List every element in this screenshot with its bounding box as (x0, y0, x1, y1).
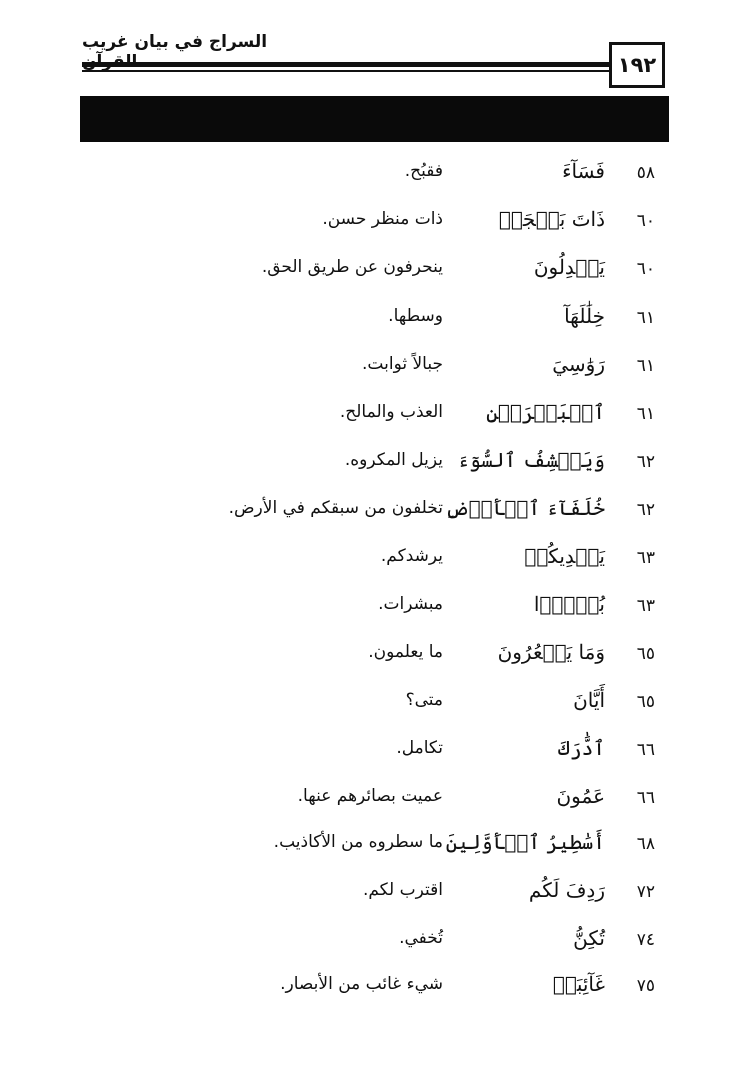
quran-word: ذَاتَ بَهۡجَةٖ (498, 207, 605, 231)
word-meaning: وسطها. (388, 306, 443, 326)
header-rule (82, 62, 612, 73)
verse-number: ٦٥ (636, 692, 655, 712)
quran-word: رَوَٰسِيَ (552, 352, 605, 376)
verse-number: ٦٦ (636, 788, 655, 808)
word-meaning: متى؟ (405, 690, 443, 710)
verse-number: ٦٥ (636, 644, 655, 664)
word-meaning: شيء غائب من الأبصار. (280, 974, 443, 994)
word-meaning: مبشرات. (378, 594, 443, 614)
verse-number: ٦١ (636, 404, 655, 424)
glossary-row (0, 684, 755, 724)
quran-word: فَسَآءَ (562, 159, 605, 183)
glossary-row (0, 396, 755, 436)
verse-number: ٧٢ (636, 882, 655, 902)
word-meaning: ما يعلمون. (368, 642, 443, 662)
verse-number: ٦٣ (636, 548, 655, 568)
book-title: السراج في بيان غريب (82, 32, 268, 52)
verse-number: ٦٠ (636, 211, 655, 231)
page-number-box (609, 42, 665, 88)
verse-number: ٦٨ (636, 834, 655, 854)
page-box-shadow (609, 88, 665, 92)
glossary-row (0, 588, 755, 628)
header-rule-thick (82, 62, 612, 67)
glossary-row (0, 155, 755, 195)
quran-word: يَعۡدِلُونَ (533, 255, 605, 279)
quran-word: عَمُونَ (556, 784, 605, 808)
glossary-row (0, 348, 755, 388)
glossary-row (0, 540, 755, 580)
glossary-row (0, 922, 755, 962)
quran-word: رَدِفَ لَكُم (528, 878, 605, 902)
verse-number: ٦٠ (636, 259, 655, 279)
verse-number: ٦٢ (636, 452, 655, 472)
verse-number: ٧٤ (636, 930, 655, 950)
word-meaning: يزيل المكروه. (344, 450, 443, 470)
verse-number: ٥٨ (636, 163, 655, 183)
quran-word: وَمَا يَشۡعُرُونَ (497, 640, 605, 664)
quran-word: ٱدَّٰرَكَ (558, 736, 605, 760)
word-meaning: فقبُح. (404, 161, 443, 181)
word-meaning: اقترب لكم. (362, 880, 443, 900)
quran-word: خُلَفَآءَ ٱلۡأَرۡضِ (445, 496, 605, 520)
verse-number: ٦٢ (636, 500, 655, 520)
section-header-bar (80, 96, 669, 142)
word-meaning: عميت بصائرهم عنها. (297, 786, 443, 806)
word-meaning: يرشدكم. (380, 546, 443, 566)
page-number: ١٩٢ (617, 53, 657, 77)
quran-word: تُكِنُّ (573, 926, 605, 950)
quran-word: غَآئِبَةٖ (552, 972, 605, 996)
glossary-row (0, 492, 755, 532)
glossary-row (0, 251, 755, 291)
quran-word: ٱلۡبَحۡرَيۡنِ (486, 400, 605, 424)
quran-word: يَهۡدِيكُمۡ (524, 544, 605, 568)
word-meaning: العذب والمالح. (339, 402, 443, 422)
quran-word: خِلَٰلَهَآ (564, 304, 605, 328)
glossary-row (0, 874, 755, 914)
glossary-row (0, 780, 755, 820)
quran-word: أَيَّانَ (573, 688, 605, 712)
quran-word: أَسَٰطِيرُ ٱلۡأَوَّلِينَ (445, 830, 605, 854)
glossary-row (0, 826, 755, 866)
word-meaning: تكامل. (396, 738, 443, 758)
quran-word: بُشۡرَۢا (533, 592, 605, 616)
word-meaning: ما سطروه من الأكاذيب. (273, 832, 443, 852)
word-meaning: ينحرفون عن طريق الحق. (261, 257, 443, 277)
verse-number: ٦١ (636, 356, 655, 376)
word-meaning: تُخفي. (399, 928, 443, 948)
header-rule-thin (82, 70, 612, 72)
glossary-row (0, 968, 755, 1008)
quran-word: وَيَكۡشِفُ ٱلسُّوٓءَ (457, 448, 605, 472)
verse-number: ٦٦ (636, 740, 655, 760)
glossary-row (0, 444, 755, 484)
word-meaning: جبالاً ثوابت. (362, 354, 443, 374)
word-meaning: تخلفون من سبقكم في الأرض. (228, 498, 443, 518)
glossary-row (0, 732, 755, 772)
verse-number: ٧٥ (636, 976, 655, 996)
word-meaning: ذات منظر حسن. (322, 209, 443, 229)
glossary-row (0, 203, 755, 243)
glossary-row (0, 300, 755, 340)
verse-number: ٦١ (636, 308, 655, 328)
glossary-row (0, 636, 755, 676)
verse-number: ٦٣ (636, 596, 655, 616)
